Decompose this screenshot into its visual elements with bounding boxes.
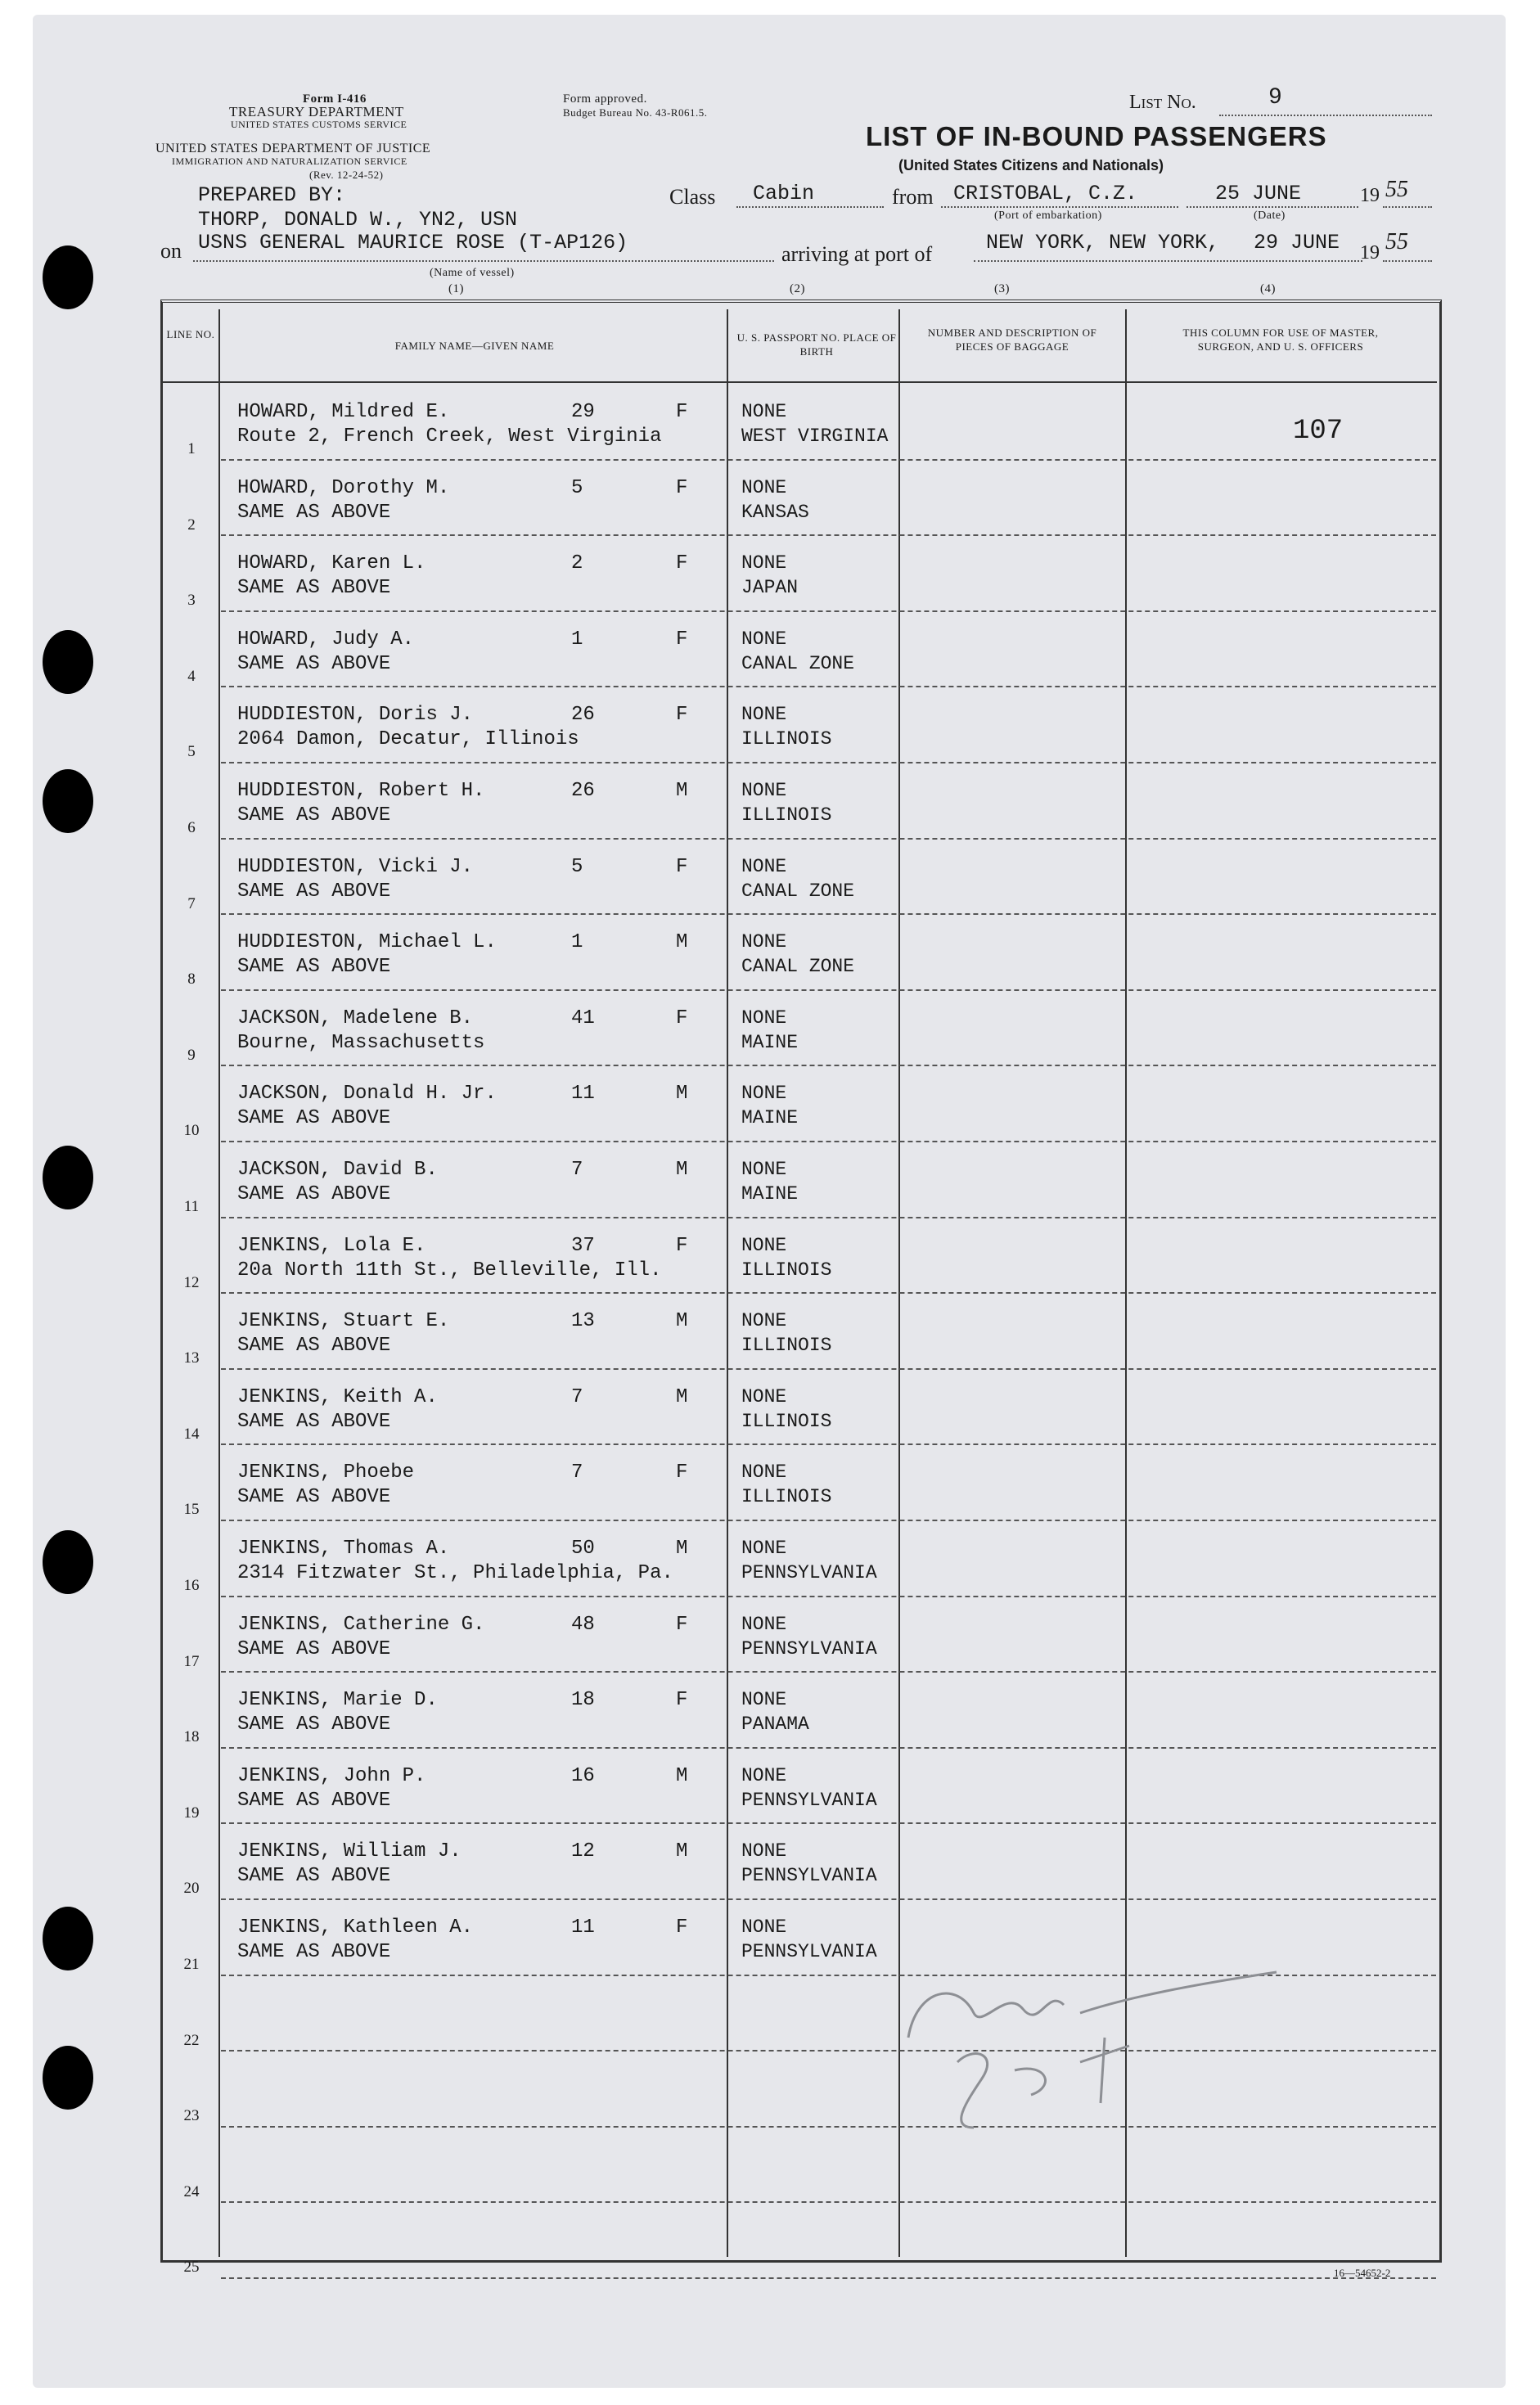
row-divider — [221, 1822, 1436, 1824]
line-number: 7 — [187, 894, 196, 912]
passenger-age: 26 — [571, 780, 595, 802]
passenger-sex: M — [676, 1083, 688, 1106]
row-divider — [221, 1217, 1436, 1218]
passport-number: NONE — [741, 855, 787, 877]
place-of-birth: PENNSYLVANIA — [741, 1637, 877, 1660]
passenger-age: 37 — [571, 1234, 595, 1257]
place-of-birth: PENNSYLVANIA — [741, 1865, 877, 1887]
passenger-name: JACKSON, David B. — [237, 1159, 438, 1181]
binder-hole — [43, 245, 93, 309]
passenger-name: HUDDIESTON, Robert H. — [237, 780, 485, 802]
binder-hole — [43, 1530, 93, 1594]
place-of-birth: MAINE — [741, 1183, 799, 1205]
passenger-age: 5 — [571, 855, 583, 878]
passenger-name: JENKINS, Catherine G. — [237, 1613, 485, 1636]
passenger-address: SAME AS ABOVE — [237, 804, 391, 826]
row-divider — [221, 1065, 1436, 1066]
form-approved: Form approved. — [563, 92, 647, 106]
line-number: 3 — [187, 592, 196, 610]
passenger-name: JACKSON, Donald H. Jr. — [237, 1083, 497, 1106]
form-number: Form I-416 — [303, 92, 367, 106]
from-label: from — [892, 185, 934, 209]
line-number: 20 — [183, 1880, 200, 1898]
passenger-address: 20a North 11th St., Belleville, Ill. — [237, 1259, 662, 1281]
header-passport: U. S. PASSPORT NO. PLACE OF BIRTH — [736, 331, 897, 358]
col-num-4: (4) — [1260, 282, 1276, 295]
passport-number: NONE — [741, 1007, 787, 1029]
ins-service: IMMIGRATION AND NATURALIZATION SERVICE — [172, 155, 408, 167]
embark-date: 25 JUNE — [1215, 182, 1302, 205]
passenger-address: SAME AS ABOVE — [237, 1865, 391, 1888]
passport-number: NONE — [741, 931, 787, 953]
passenger-address: 2064 Damon, Decatur, Illinois — [237, 728, 579, 751]
header-family-name: FAMILY NAME—GIVEN NAME — [394, 340, 555, 352]
line-number: 5 — [187, 743, 196, 761]
passport-number: NONE — [741, 1840, 787, 1862]
passenger-sex: F — [676, 1007, 688, 1029]
passenger-sex: F — [676, 552, 688, 575]
passport-number: NONE — [741, 552, 787, 574]
line-number: 19 — [183, 1804, 200, 1822]
line-number: 16 — [183, 1577, 200, 1594]
passport-number: NONE — [741, 1159, 787, 1180]
row-divider — [221, 534, 1436, 536]
passenger-sex: M — [676, 1538, 688, 1560]
place-of-birth: ILLINOIS — [741, 1259, 832, 1281]
passenger-age: 5 — [571, 476, 583, 499]
customs-service: UNITED STATES CUSTOMS SERVICE — [231, 119, 408, 130]
treasury-dept: TREASURY DEPARTMENT — [229, 104, 404, 119]
passenger-sex: M — [676, 931, 688, 954]
officer-note: 107 — [1293, 416, 1344, 447]
place-of-birth: CANAL ZONE — [741, 880, 855, 902]
line-number: 9 — [187, 1046, 196, 1064]
passport-number: NONE — [741, 1083, 787, 1105]
passenger-sex: M — [676, 1310, 688, 1333]
row-divider — [221, 2201, 1436, 2203]
place-of-birth: MAINE — [741, 1031, 799, 1053]
passenger-sex: F — [676, 476, 688, 499]
passenger-sex: M — [676, 1764, 688, 1787]
passport-number: NONE — [741, 1538, 787, 1559]
passenger-name: JENKINS, William J. — [237, 1840, 462, 1863]
place-of-birth: PANAMA — [741, 1714, 809, 1736]
passenger-name: HOWARD, Dorothy M. — [237, 476, 450, 499]
passenger-name: JACKSON, Madelene B. — [237, 1007, 474, 1029]
row-divider — [221, 762, 1436, 763]
passenger-name: JENKINS, Thomas A. — [237, 1538, 450, 1560]
passenger-sex: F — [676, 1461, 688, 1484]
passenger-address: SAME AS ABOVE — [237, 1183, 391, 1205]
place-of-birth: PENNSYLVANIA — [741, 1941, 877, 1962]
header-officers: THIS COLUMN FOR USE OF MASTER, SURGEON, AND U. S. OFFICERS — [1182, 327, 1379, 353]
row-divider — [221, 686, 1436, 687]
passenger-address: SAME AS ABOVE — [237, 1335, 391, 1358]
passenger-address: SAME AS ABOVE — [237, 1714, 391, 1736]
passenger-address: SAME AS ABOVE — [237, 880, 391, 903]
place-of-birth: KANSAS — [741, 501, 809, 523]
binder-hole — [43, 1146, 93, 1209]
passenger-address: SAME AS ABOVE — [237, 1410, 391, 1433]
passenger-name: JENKINS, Keith A. — [237, 1385, 438, 1408]
col-num-2: (2) — [790, 282, 805, 295]
passport-number: NONE — [741, 628, 787, 650]
footer-code: 16—54652-2 — [1334, 2267, 1391, 2279]
passenger-address: Bourne, Massachusetts — [237, 1031, 485, 1054]
line-number: 4 — [187, 667, 196, 685]
passenger-address: SAME AS ABOVE — [237, 1789, 391, 1812]
embark-port: CRISTOBAL, C.Z. — [953, 182, 1138, 205]
place-of-birth: WEST VIRGINIA — [741, 426, 889, 447]
passenger-sex: M — [676, 780, 688, 802]
line-number: 24 — [183, 2182, 200, 2200]
line-number: 25 — [183, 2259, 200, 2277]
passenger-age: 29 — [571, 401, 595, 423]
row-divider — [221, 1292, 1436, 1294]
place-of-birth: CANAL ZONE — [741, 956, 855, 978]
passenger-age: 12 — [571, 1840, 595, 1863]
passport-number: NONE — [741, 1310, 787, 1332]
binder-hole — [43, 1907, 93, 1970]
passenger-name: HOWARD, Karen L. — [237, 552, 426, 575]
date-caption: (Date) — [1254, 209, 1286, 222]
place-of-birth: ILLINOIS — [741, 804, 832, 826]
passenger-name: JENKINS, John P. — [237, 1764, 426, 1787]
passenger-age: 26 — [571, 704, 595, 727]
passport-number: NONE — [741, 704, 787, 726]
place-of-birth: PENNSYLVANIA — [741, 1562, 877, 1583]
on-label: on — [160, 239, 182, 263]
page-subtitle: (United States Citizens and Nationals) — [898, 157, 1164, 173]
passenger-age: 48 — [571, 1613, 595, 1636]
passenger-sex: F — [676, 1234, 688, 1257]
passenger-name: JENKINS, Phoebe — [237, 1461, 415, 1484]
passenger-sex: F — [676, 401, 688, 423]
binder-hole — [43, 630, 93, 694]
header-baggage: NUMBER AND DESCRIPTION OF PIECES OF BAGGAGE — [927, 327, 1097, 353]
place-of-birth: MAINE — [741, 1107, 799, 1129]
row-divider — [221, 2277, 1436, 2279]
row-divider — [221, 1671, 1436, 1673]
passenger-age: 41 — [571, 1007, 595, 1029]
prepared-label: PREPARED BY: — [198, 183, 346, 207]
port-embark-caption: (Port of embarkation) — [994, 209, 1102, 222]
passenger-address: SAME AS ABOVE — [237, 652, 391, 675]
passenger-age: 1 — [571, 931, 583, 954]
passport-number: NONE — [741, 1689, 787, 1711]
row-divider — [221, 1141, 1436, 1142]
line-number: 8 — [187, 971, 196, 989]
passport-number: NONE — [741, 1461, 787, 1484]
passenger-address: SAME AS ABOVE — [237, 1107, 391, 1130]
passenger-age: 16 — [571, 1764, 595, 1787]
line-number: 21 — [183, 1956, 200, 1973]
col-num-3: (3) — [994, 282, 1010, 295]
passenger-age: 1 — [571, 628, 583, 651]
line-number: 14 — [183, 1425, 200, 1443]
row-divider — [221, 1368, 1436, 1370]
row-divider — [221, 838, 1436, 840]
passenger-name: JENKINS, Kathleen A. — [237, 1916, 474, 1939]
line-number: 6 — [187, 819, 196, 836]
passenger-sex: M — [676, 1385, 688, 1408]
prepared-by: THORP, DONALD W., YN2, USN — [198, 208, 518, 232]
passenger-sex: F — [676, 855, 688, 878]
budget-bureau: Budget Bureau No. 43-R061.5. — [563, 106, 708, 119]
passport-number: NONE — [741, 476, 787, 498]
passenger-name: HOWARD, Judy A. — [237, 628, 415, 651]
row-divider — [221, 913, 1436, 915]
passenger-sex: M — [676, 1159, 688, 1181]
passenger-address: SAME AS ABOVE — [237, 577, 391, 600]
passenger-sex: F — [676, 1613, 688, 1636]
passenger-age: 2 — [571, 552, 583, 575]
passport-number: NONE — [741, 1234, 787, 1256]
col-num-1: (1) — [448, 282, 464, 295]
line-number: 1 — [187, 440, 196, 457]
list-no-label: List No. — [1129, 92, 1196, 113]
passport-number: NONE — [741, 1764, 787, 1786]
passenger-name: JENKINS, Stuart E. — [237, 1310, 450, 1333]
passport-number: NONE — [741, 780, 787, 801]
passenger-sex: F — [676, 628, 688, 651]
row-divider — [221, 1520, 1436, 1521]
passenger-sex: M — [676, 1840, 688, 1863]
revision: (Rev. 12-24-52) — [309, 169, 384, 181]
passenger-age: 7 — [571, 1461, 583, 1484]
passenger-age: 11 — [571, 1083, 595, 1106]
row-divider — [221, 1443, 1436, 1445]
passenger-address: 2314 Fitzwater St., Philadelphia, Pa. — [237, 1562, 673, 1584]
line-number: 17 — [183, 1652, 200, 1670]
place-of-birth: PENNSYLVANIA — [741, 1789, 877, 1811]
passenger-name: HUDDIESTON, Vicki J. — [237, 855, 474, 878]
row-divider — [221, 989, 1436, 991]
line-number: 15 — [183, 1501, 200, 1519]
passenger-address: SAME AS ABOVE — [237, 1637, 391, 1660]
passenger-sex: F — [676, 1916, 688, 1939]
header-line-no: LINE NO. — [166, 328, 215, 340]
class-label: Class — [669, 185, 716, 209]
line-number: 22 — [183, 2031, 200, 2049]
line-number: 2 — [187, 516, 196, 534]
passenger-age: 18 — [571, 1689, 595, 1712]
place-of-birth: CANAL ZONE — [741, 652, 855, 674]
line-number: 11 — [183, 1198, 200, 1215]
passenger-name: JENKINS, Marie D. — [237, 1689, 438, 1712]
embark-year: 55 — [1385, 177, 1408, 202]
passenger-sex: F — [676, 704, 688, 727]
passport-number: NONE — [741, 1385, 787, 1407]
passenger-age: 7 — [571, 1159, 583, 1181]
passport-number: NONE — [741, 1613, 787, 1635]
place-of-birth: ILLINOIS — [741, 728, 832, 750]
passenger-name: JENKINS, Lola E. — [237, 1234, 426, 1257]
passenger-name: HUDDIESTON, Doris J. — [237, 704, 474, 727]
passport-number: NONE — [741, 1916, 787, 1938]
place-of-birth: ILLINOIS — [741, 1335, 832, 1357]
row-divider — [221, 1747, 1436, 1749]
justice-dept: UNITED STATES DEPARTMENT OF JUSTICE — [155, 142, 431, 155]
pencil-annotation — [884, 1939, 1309, 2136]
passenger-age: 13 — [571, 1310, 595, 1333]
row-divider — [221, 459, 1436, 461]
passenger-sex: F — [676, 1689, 688, 1712]
row-divider — [221, 1596, 1436, 1597]
line-number: 23 — [183, 2107, 200, 2125]
row-divider — [221, 610, 1436, 612]
row-divider — [221, 1898, 1436, 1900]
arrival-date: 29 JUNE — [1254, 231, 1340, 254]
vessel-caption: (Name of vessel) — [430, 267, 515, 279]
passenger-name: HUDDIESTON, Michael L. — [237, 931, 497, 954]
passenger-name: HOWARD, Mildred E. — [237, 401, 450, 423]
passport-number: NONE — [741, 401, 787, 422]
arrival-year: 55 — [1385, 229, 1408, 254]
place-of-birth: JAPAN — [741, 577, 799, 599]
line-number: 10 — [183, 1122, 200, 1140]
place-of-birth: ILLINOIS — [741, 1410, 832, 1432]
embark-year-prefix: 19 — [1360, 185, 1380, 206]
passenger-age: 50 — [571, 1538, 595, 1560]
arrival-year-prefix: 19 — [1360, 242, 1380, 263]
class-value: Cabin — [753, 182, 815, 205]
list-number: 9 — [1268, 85, 1282, 110]
binder-hole — [43, 2046, 93, 2110]
place-of-birth: ILLINOIS — [741, 1486, 832, 1508]
passenger-address: SAME AS ABOVE — [237, 501, 391, 524]
vessel-name: USNS GENERAL MAURICE ROSE (T-AP126) — [198, 231, 628, 254]
passenger-age: 7 — [571, 1385, 583, 1408]
binder-hole — [43, 769, 93, 833]
passenger-address: Route 2, French Creek, West Virginia — [237, 426, 662, 448]
passenger-address: SAME AS ABOVE — [237, 1486, 391, 1509]
line-number: 18 — [183, 1728, 200, 1746]
line-number: 12 — [183, 1273, 200, 1291]
passenger-address: SAME AS ABOVE — [237, 1941, 391, 1963]
line-number: 13 — [183, 1349, 200, 1367]
passenger-age: 11 — [571, 1916, 595, 1939]
passenger-address: SAME AS ABOVE — [237, 956, 391, 979]
arrival-port: NEW YORK, NEW YORK, — [986, 231, 1220, 254]
arriving-label: arriving at port of — [781, 242, 933, 266]
page-title: LIST OF IN-BOUND PASSENGERS — [866, 121, 1327, 151]
